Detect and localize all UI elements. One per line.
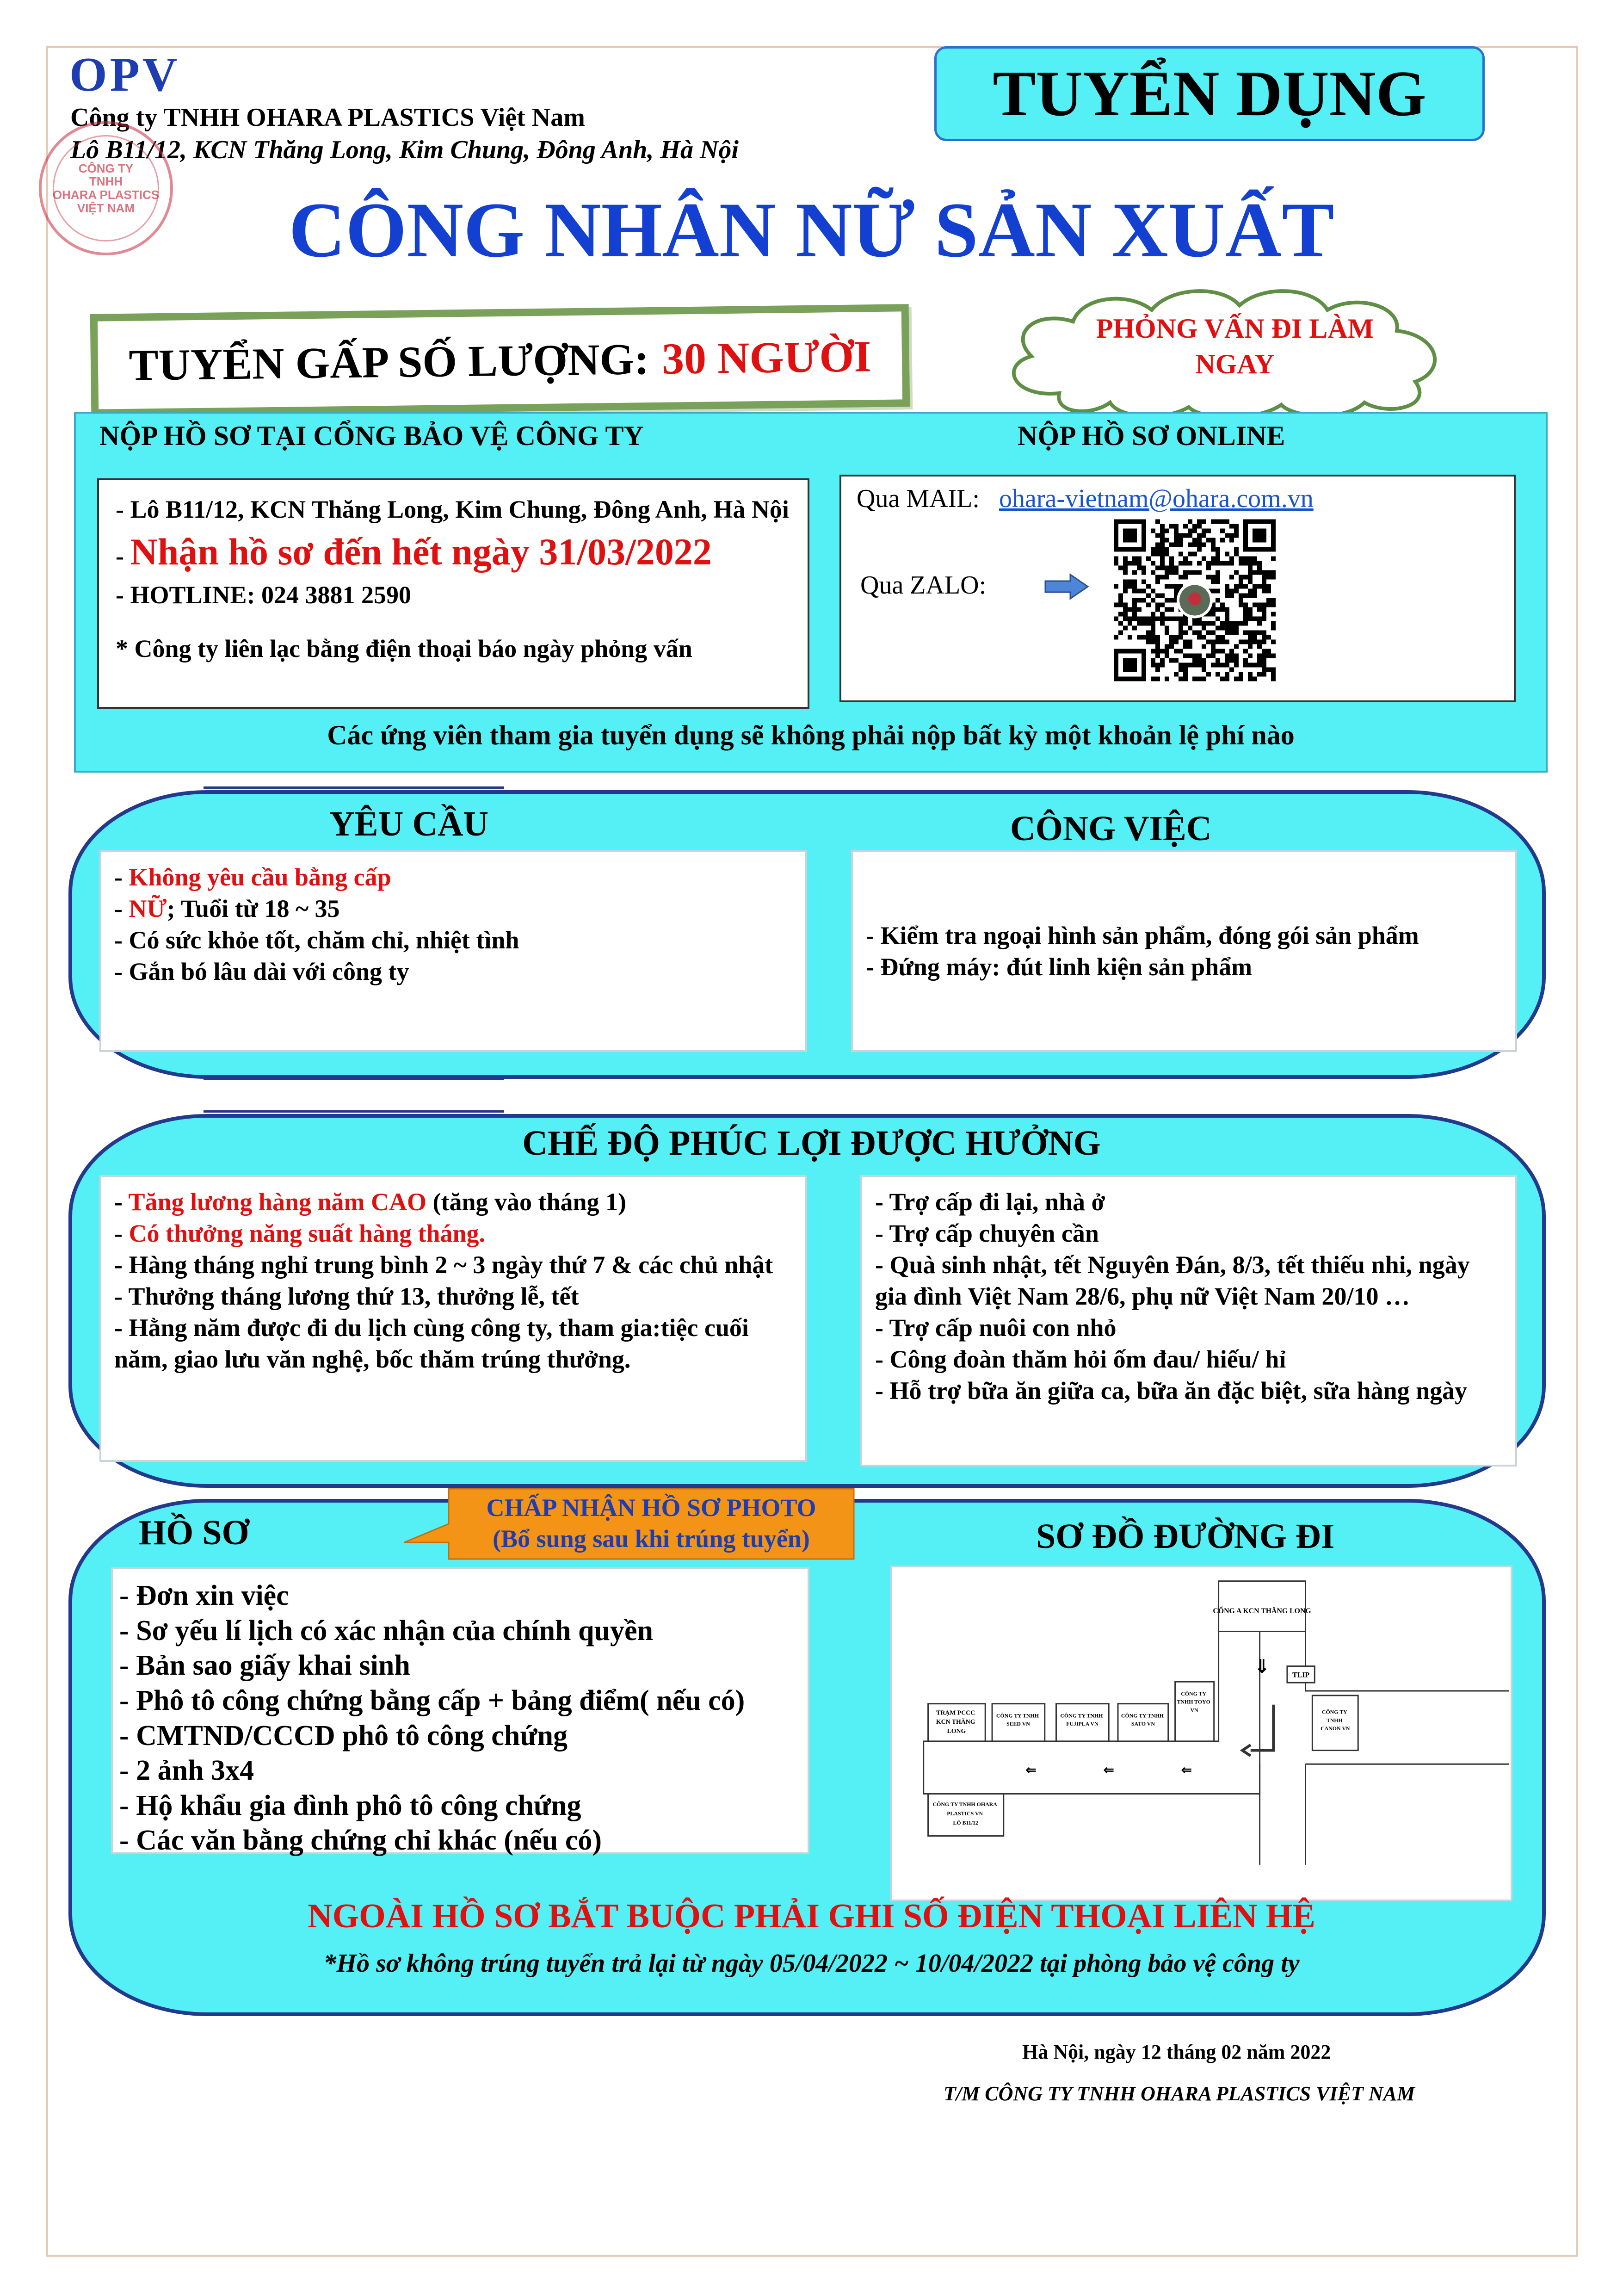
zalo-label: Qua ZALO: [860, 571, 987, 600]
deadline-prefix: - [116, 542, 130, 570]
label-line: CÔNG TY TNHH [1121, 1712, 1164, 1719]
item-text: - Có sức khỏe tốt, chăm chỉ, nhiệt tình [114, 926, 519, 954]
item-prefix: - [114, 1219, 129, 1248]
return-note: *Hồ sơ không trúng tuyển trả lại từ ngày 05/04/2022 ~ 10/04/2022 tại phòng bảo vệ công ty [323, 1949, 1300, 1978]
stamp-line: OHARA PLASTICS [52, 188, 160, 202]
benefit-item [114, 1249, 792, 1281]
item-text: - Thưởng tháng lương thứ 13, thưởng lễ, tết [114, 1282, 579, 1311]
work-box [851, 850, 1517, 1052]
label-line: LÔ B11/12 [953, 1819, 978, 1826]
label-line: CÔNG TY [1321, 1708, 1347, 1715]
documents-heading: HỒ SƠ [139, 1513, 249, 1552]
down-arrow-icon: ⇓ [1254, 1656, 1270, 1677]
gate-apply-box [97, 478, 809, 709]
label-line: VN [1190, 1707, 1198, 1714]
cloud-line-2: NGAY [1195, 348, 1275, 379]
gate-apply-heading: NỘP HỒ SƠ TẠI CỔNG BẢO VỆ CÔNG TY [99, 421, 644, 451]
fee-note: Các ứng viên tham gia tuyển dụng sẽ không phải nộp bất kỳ một khoản lệ phí nào [327, 720, 1295, 750]
requirement-item [114, 924, 792, 956]
item-prefix: - [114, 863, 129, 891]
requirements-heading: YÊU CẦU [329, 805, 489, 843]
label-line: CÔNG TY TNHH OHARA [932, 1801, 997, 1808]
callout-line-2: (Bổ sung sau khi trúng tuyển) [493, 1524, 810, 1553]
item-prefix: - [114, 1188, 129, 1216]
item-highlight: Không yêu cầu bằng cấp [129, 863, 391, 891]
item-text: ; Tuổi từ 18 ~ 35 [167, 895, 340, 923]
interview-cloud-text [1036, 311, 1434, 382]
hotline: - HOTLINE: 024 3881 2590 [116, 581, 412, 609]
photo-callout-text [452, 1492, 850, 1554]
document-item: - 2 ảnh 3x4 [119, 1755, 254, 1787]
item-highlight: NỮ [129, 895, 167, 923]
phone-required-note: NGOÀI HỒ SƠ BẮT BUỘC PHẢI GHI SỐ ĐIỆN THOẠI LIÊN HỆ [308, 1897, 1315, 1935]
benefit-item: - Hỗ trợ bữa ăn giữa ca, bữa ăn đặc biệt, sữa hàng ngày [875, 1377, 1468, 1405]
benefit-item [114, 1218, 792, 1249]
label-line: TNHH [1326, 1717, 1343, 1724]
label-line: SEED VN [1006, 1720, 1030, 1727]
benefit-item [114, 1312, 792, 1375]
document-item: - Các văn bằng chứng chỉ khác (nếu có) [119, 1825, 602, 1857]
work-item: - Đứng máy: đút linh kiện sản phẩm [866, 953, 1253, 981]
company-address: Lô B11/12, KCN Thăng Long, Kim Chung, Đông Anh, Hà Nội [70, 136, 739, 164]
label-line: SATO VN [1131, 1720, 1155, 1727]
cloud-line-1: PHỎNG VẤN ĐI LÀM [1096, 313, 1374, 344]
label-line: FUJIPLA VN [1066, 1720, 1098, 1727]
address-line: - Lô B11/12, KCN Thăng Long, Kim Chung, Đông Anh, Hà Nội [116, 495, 789, 523]
stamp-line: CÔNG TY [78, 161, 134, 175]
document-item: - Bản sao giấy khai sinh [119, 1650, 410, 1682]
benefit-item [114, 1281, 792, 1312]
left-arrow-icon: ⇐ [1025, 1763, 1037, 1777]
item-text: - Hàng tháng nghỉ trung bình 2 ~ 3 ngày thứ 7 & các chủ nhật [114, 1251, 773, 1279]
divider-line [204, 1078, 504, 1080]
mail-label: Qua MAIL: [857, 484, 980, 513]
stamp-line: VIỆT NAM [77, 201, 135, 215]
document-item: - CMTND/CCCD phô tô công chứng [119, 1720, 568, 1751]
requirement-item [114, 956, 792, 987]
gate-box [1219, 1581, 1306, 1632]
deadline-text: Nhận hồ sơ đến hết ngày 31/03/2022 [130, 531, 712, 573]
map-heading: SƠ ĐỒ ĐƯỜNG ĐI [1036, 1517, 1335, 1556]
deadline-line [116, 527, 791, 577]
urgent-quantity-box [90, 304, 910, 417]
tlip-label: TLIP [1292, 1671, 1310, 1679]
benefit-item: - Trợ cấp đi lại, nhà ở [875, 1188, 1105, 1216]
arrow-right-icon [1043, 573, 1090, 600]
divider-line [204, 786, 504, 789]
work-item: - Kiểm tra ngoại hình sản phẩm, đóng gói sản phẩm [866, 922, 1419, 949]
stamp-line: TNHH [89, 174, 123, 189]
item-text: (tăng vào tháng 1) [426, 1188, 627, 1216]
label-line: CÔNG TY [1181, 1690, 1207, 1697]
company-name: Công ty TNHH OHARA PLASTICS Việt Nam [70, 103, 585, 132]
item-text: - Hằng năm được đi du lịch cùng công ty, tham gia:tiệc cuối năm, giao lưu văn nghệ, bốc thăm trúng thưởng. [114, 1314, 749, 1374]
benefits-heading: CHẾ ĐỘ PHÚC LỢI ĐƯỢC HƯỞNG [522, 1124, 1101, 1163]
document-item: - Đơn xin việc [119, 1580, 289, 1611]
requirements-box [99, 850, 807, 1052]
label-line: KCN THĂNG [936, 1718, 975, 1726]
route-map [890, 1566, 1512, 1901]
document-item: - Sơ yếu lí lịch có xác nhận của chính quyền [119, 1615, 653, 1646]
label-line: LONG [947, 1727, 966, 1735]
online-apply-heading: NỘP HỒ SƠ ONLINE [1018, 421, 1285, 451]
benefits-left-box [99, 1175, 807, 1462]
requirement-item [114, 861, 792, 893]
label-line: CÔNG TY TNHH [1060, 1712, 1103, 1719]
documents-box [111, 1567, 809, 1857]
item-highlight: Có thưởng năng suất hàng tháng. [129, 1219, 486, 1248]
benefit-item [114, 1186, 792, 1218]
mail-link[interactable]: ohara-vietnam@ohara.com.vn [999, 484, 1314, 513]
gate-label: CỔNG A KCN THĂNG LONG [1213, 1607, 1311, 1615]
page-title: CÔNG NHÂN NỮ SẢN XUẤT [289, 186, 1334, 273]
urgent-number: 30 NGƯỜI [661, 331, 872, 384]
item-highlight: Tăng lương hàng năm CAO [128, 1188, 426, 1216]
signatory: T/M CÔNG TY TNHH OHARA PLASTICS VIỆT NAM [944, 2082, 1415, 2105]
company-logo: OPV [69, 47, 180, 101]
left-arrow-icon: ⇐ [1181, 1763, 1192, 1777]
zalo-qr-code[interactable] [1114, 518, 1276, 682]
document-item: - Phô tô công chứng bằng cấp + bảng điểm( nếu có) [119, 1684, 745, 1716]
label-line: TNHH TOYO [1177, 1698, 1210, 1705]
left-arrow-icon: ⇐ [1103, 1763, 1114, 1777]
label-line: CANON VN [1321, 1725, 1350, 1732]
label-line: TRẠM PCCC [936, 1709, 975, 1716]
contact-note: * Công ty liên lạc bằng điện thoại báo ngày phỏng vấn [116, 634, 692, 662]
callout-line-1: CHẤP NHẬN HỒ SƠ PHOTO [486, 1494, 816, 1522]
requirement-item [114, 893, 792, 924]
recruit-banner: TUYỂN DỤNG [934, 46, 1485, 141]
label-line: PLASTICS VN [947, 1810, 983, 1817]
benefit-item: - Công đoàn thăm hỏi ốm đau/ hiếu/ hỉ [875, 1345, 1286, 1374]
label-line: CÔNG TY TNHH [996, 1712, 1039, 1719]
benefit-item: - Trợ cấp chuyên cần [875, 1219, 1099, 1248]
benefit-item: - Quà sinh nhật, tết Nguyên Đán, 8/3, tết thiếu nhi, ngày gia đình Việt Nam 28/6, phụ nữ Việt Nam 20/10 … [875, 1251, 1470, 1311]
divider-line [204, 1110, 504, 1113]
urgent-label: TUYỂN GẤP SỐ LƯỢNG: [128, 334, 649, 390]
item-prefix: - [114, 895, 129, 923]
benefit-item: - Trợ cấp nuôi con nhỏ [875, 1314, 1117, 1342]
work-heading: CÔNG VIỆC [1010, 809, 1212, 848]
signature-date: Hà Nội, ngày 12 tháng 02 năm 2022 [1022, 2041, 1331, 2063]
document-item: - Hộ khẩu gia đình phô tô công chứng [119, 1789, 581, 1821]
benefits-right-box [860, 1175, 1517, 1467]
item-text: - Gắn bó lâu dài với công ty [114, 958, 409, 986]
